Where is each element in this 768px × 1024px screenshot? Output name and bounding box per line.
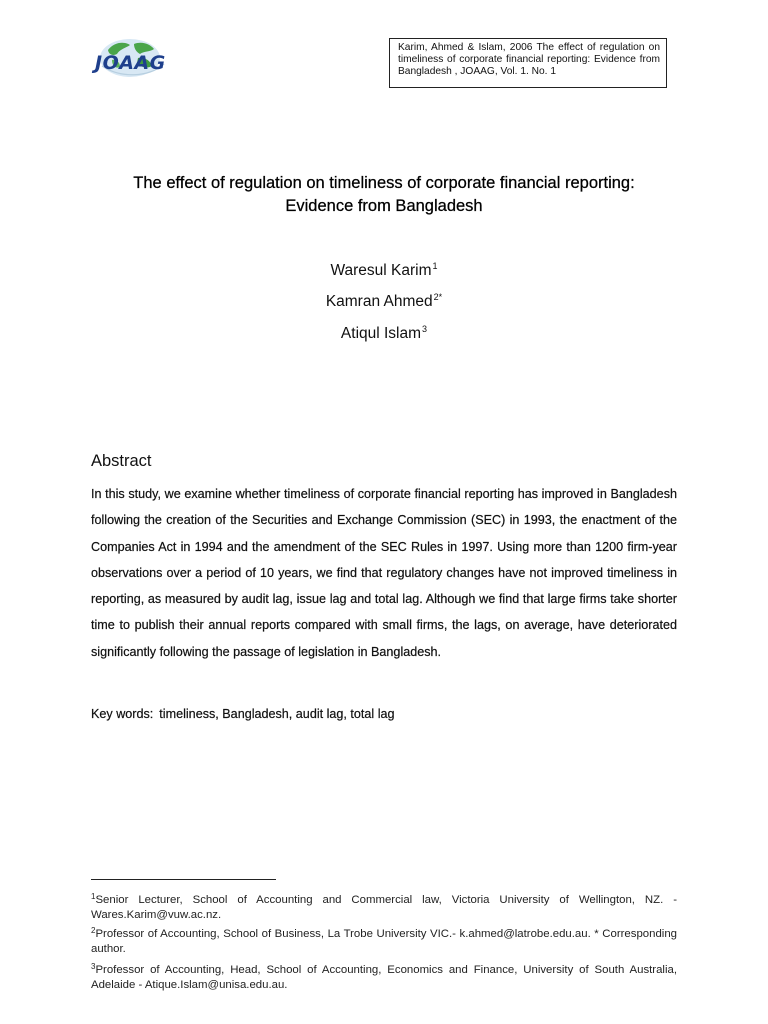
- logo-wordmark: JOAAG: [95, 52, 166, 74]
- author-name: Waresul Karim: [330, 262, 432, 279]
- footnote-mark: 1: [91, 892, 96, 901]
- abstract-heading: Abstract: [91, 452, 152, 470]
- footnote-mark: 3: [91, 962, 96, 971]
- author-affiliation-mark: 3: [422, 324, 428, 334]
- keywords: [91, 707, 395, 721]
- author-affiliation-mark: 1: [432, 261, 438, 271]
- footnote-2: [91, 923, 677, 957]
- title-line-2: Evidence from Bangladesh: [285, 197, 483, 215]
- title-line-1: The effect of regulation on timeliness of corporate financial reporting:: [133, 174, 635, 192]
- footnote-text: Professor of Accounting, Head, School of Accounting, Economics and Finance, University of South Australia, Adelaide - Atique.Islam@unisa.edu.au.: [91, 964, 677, 991]
- footnote-divider: [91, 879, 276, 880]
- footnote-mark: 2: [91, 926, 96, 935]
- abstract-text: In this study, we examine whether timeliness of corporate financial reporting has improved in Bangladesh following the creation of the Securities and Exchange Commission (SEC) in 1993, the enactment of the Companies Act in 1994 and the amendment of the SEC Rules in 1997. Using more than 1200 firm-year observations over a period of 10 years, we find that regulatory changes have not improved timeliness in reporting, as measured by audit lag, issue lag and total lag. Although we find that large firms take shorter time to publish their annual reports compared with small firms, the lags, on average, have deteriorated significantly following the passage of legislation in Bangladesh.: [91, 487, 677, 659]
- keywords-label: Key words:: [91, 707, 154, 721]
- author-2: [184, 292, 584, 311]
- footnote-3: [91, 959, 677, 993]
- paper-title: [60, 172, 708, 218]
- footnote-text: Professor of Accounting, School of Business, La Trobe University VIC.- k.ahmed@latrobe.edu.au. * Corresponding author.: [91, 928, 677, 955]
- footnote-text: Senior Lecturer, School of Accounting and Commercial law, Victoria University of Wellington, NZ. - Wares.Karim@vuw.ac.nz.: [91, 894, 677, 921]
- author-affiliation-mark: 2*: [433, 292, 443, 302]
- author-name: Kamran Ahmed: [325, 293, 433, 310]
- footnote-1: [91, 889, 677, 923]
- citation-box: Karim, Ahmed & Islam, 2006 The effect of regulation on timeliness of corporate financial reporting: Evidence from Bangladesh , JOAAG, Vol. 1. No. 1: [389, 38, 667, 88]
- keywords-text: timeliness, Bangladesh, audit lag, total lag: [159, 707, 395, 721]
- author-1: [184, 261, 584, 280]
- author-name: Atiqul Islam: [340, 325, 422, 342]
- author-3: [184, 324, 584, 343]
